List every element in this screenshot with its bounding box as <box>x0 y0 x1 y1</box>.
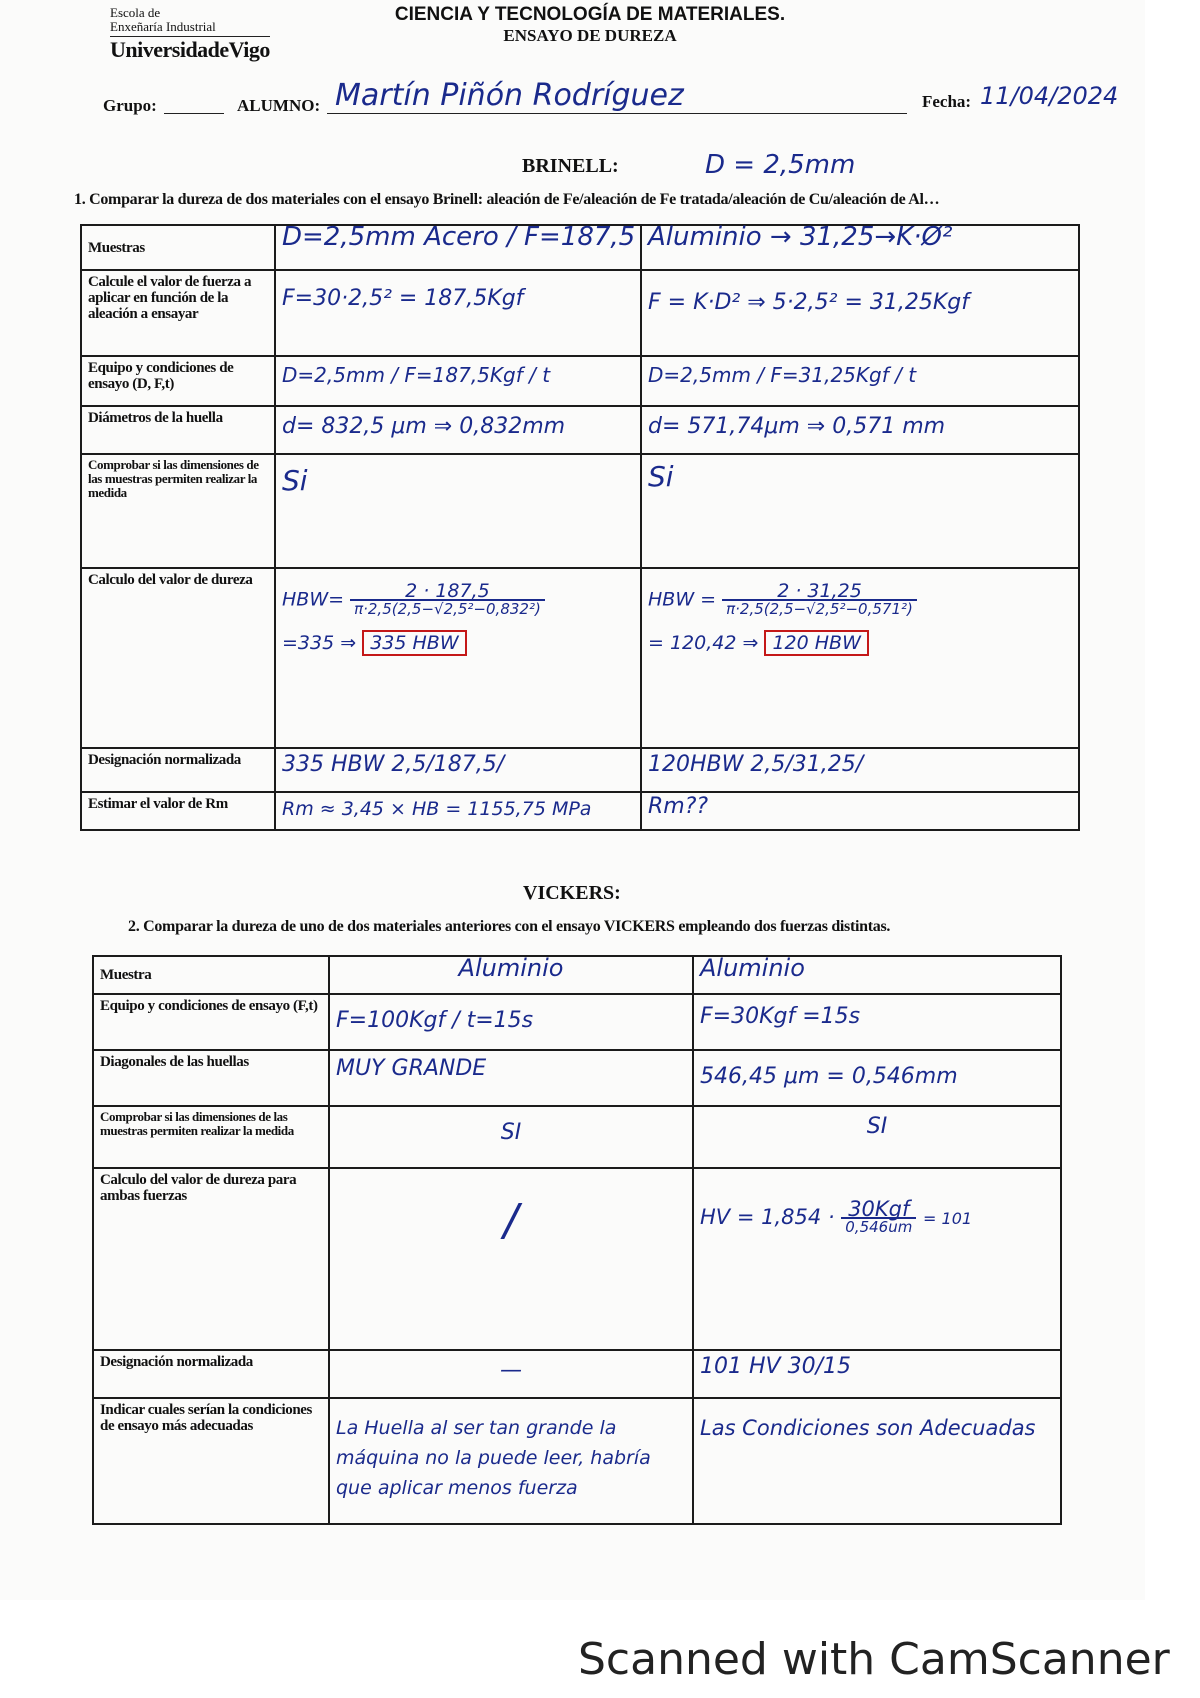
vickers-row-label: Equipo y condiciones de ensayo (F,t) <box>93 994 329 1050</box>
brinell-question: 1. Comparar la dureza de dos materiales con el ensayo Brinell: aleación de Fe/aleación de Fe tratada/aleación de Cu/aleación de Al… <box>74 191 940 208</box>
table-row <box>81 748 1079 792</box>
table-row <box>81 454 1079 568</box>
brinell-header-label: Muestras <box>81 225 275 270</box>
vickers-question: 2. Comparar la dureza de uno de dos materiales anteriores con el ensayo VICKERS empleando dos fuerzas distintas. <box>128 918 891 935</box>
hbw-fraction <box>722 580 917 618</box>
table-row <box>81 356 1079 406</box>
table-row <box>81 270 1079 356</box>
brinell-cell: 120HBW 2,5/31,25/ <box>641 748 1079 792</box>
vickers-cell: SI <box>329 1106 693 1168</box>
student-label: ALUMNO: <box>237 96 321 115</box>
vickers-cell: — <box>329 1350 693 1398</box>
vickers-hardness-cell <box>693 1168 1061 1350</box>
vickers-cell: SI <box>693 1106 1061 1168</box>
school-line2: Enxeñaría Industrial <box>110 19 216 34</box>
brinell-row-label: Calculo del valor de dureza <box>81 568 275 748</box>
hv-fraction <box>841 1197 916 1236</box>
table-row <box>93 1050 1061 1106</box>
brinell-diameter-note: D = 2,5mm <box>705 150 856 180</box>
brinell-row-label: Designación normalizada <box>81 748 275 792</box>
brinell-row-label: Equipo y condiciones de ensayo (D, F,t) <box>81 356 275 406</box>
vickers-cell: La Huella al ser tan grande la máquina no la puede leer, habría que aplicar menos fuerza <box>329 1398 693 1524</box>
brinell-cell: D=2,5mm / F=31,25Kgf / t <box>641 356 1079 406</box>
document-title: ENSAYO DE DUREZA <box>503 26 677 45</box>
hv-denominator: 0,546um <box>845 1218 913 1236</box>
hbw-denominator: π·2,5(2,5−√2,5²−0,571²) <box>726 600 913 618</box>
table-row <box>93 1350 1061 1398</box>
vickers-cell: 101 HV 30/15 <box>693 1350 1061 1398</box>
brinell-cell: Rm ≈ 3,45 × HB = 1155,75 MPa <box>275 792 641 830</box>
vickers-header-label: Muestra <box>93 956 329 994</box>
brinell-cell: F = K·D² ⇒ 5·2,5² = 31,25Kgf <box>641 270 1079 356</box>
vickers-cell: / <box>329 1168 693 1350</box>
brinell-col1-header: D=2,5mm Acero / F=187,5 <box>275 225 641 270</box>
vickers-row-label: Indicar cuales serían la condiciones de ensayo más adecuadas <box>93 1398 329 1524</box>
student-name: Martín Piñón Rodríguez <box>335 78 684 113</box>
hbw-lead: HBW = <box>648 588 717 611</box>
brinell-row-label: Calcule el valor de fuerza a aplicar en función de la aleación a ensayar <box>81 270 275 356</box>
hbw-lead: HBW= <box>282 588 345 611</box>
university-name: UniversidadeVigo <box>110 37 270 62</box>
vickers-cell: Las Condiciones son Adecuadas <box>693 1398 1061 1524</box>
brinell-cell: Si <box>641 454 1079 568</box>
date-label: Fecha: <box>922 92 972 111</box>
school-logo-block <box>110 6 270 63</box>
group-label: Grupo: <box>103 96 157 115</box>
brinell-cell: D=2,5mm / F=187,5Kgf / t <box>275 356 641 406</box>
table-row <box>81 792 1079 830</box>
brinell-cell: Si <box>275 454 641 568</box>
brinell-table <box>80 224 1080 831</box>
brinell-hardness-cell-aluminium <box>641 568 1079 748</box>
vickers-row-label: Designación normalizada <box>93 1350 329 1398</box>
table-row <box>93 956 1061 994</box>
vickers-cell: F=30Kgf =15s <box>693 994 1061 1050</box>
hbw-fraction <box>350 580 545 618</box>
vickers-col2-header: Aluminio <box>693 956 1061 994</box>
vickers-cell: F=100Kgf / t=15s <box>329 994 693 1050</box>
date-value: 11/04/2024 <box>980 82 1119 110</box>
table-row <box>93 1398 1061 1524</box>
table-row <box>93 1168 1061 1350</box>
hv-result: = 101 <box>923 1209 973 1228</box>
brinell-hardness-cell-steel <box>275 568 641 748</box>
brinell-title: BRINELL: <box>522 155 619 177</box>
student-field-line <box>327 113 907 114</box>
vickers-cell: MUY GRANDE <box>329 1050 693 1106</box>
brinell-cell: d= 571,74μm ⇒ 0,571 mm <box>641 406 1079 454</box>
school-line1: Escola de <box>110 5 161 20</box>
hv-numerator: 30Kgf <box>841 1201 916 1219</box>
vickers-row-label: Calculo del valor de dureza para ambas fuerzas <box>93 1168 329 1350</box>
table-row <box>93 1106 1061 1168</box>
hbw-result: = 120,42 ⇒ <box>648 632 759 654</box>
vickers-col1-header: Aluminio <box>329 956 693 994</box>
vickers-cell: 546,45 μm = 0,546mm <box>693 1050 1061 1106</box>
hbw-numerator: 2 · 31,25 <box>722 583 917 601</box>
hbw-result: =335 ⇒ <box>282 632 357 654</box>
course-title: CIENCIA Y TECNOLOGÍA DE MATERIALES. <box>394 4 786 25</box>
vickers-row-label: Comprobar si las dimensiones de las muestras permiten realizar la medida <box>93 1106 329 1168</box>
brinell-cell: d= 832,5 μm ⇒ 0,832mm <box>275 406 641 454</box>
hbw-denominator: π·2,5(2,5−√2,5²−0,832²) <box>354 600 541 618</box>
brinell-cell: 335 HBW 2,5/187,5/ <box>275 748 641 792</box>
brinell-row-label: Comprobar si las dimensiones de las muestras permiten realizar la medida <box>81 454 275 568</box>
camscanner-watermark: Scanned with CamScanner <box>578 1634 1170 1685</box>
hv-lead: HV = 1,854 · <box>700 1205 835 1229</box>
hbw-boxed-result: 120 HBW <box>764 630 868 656</box>
brinell-row-label: Estimar el valor de Rm <box>81 792 275 830</box>
table-row <box>93 994 1061 1050</box>
vickers-table <box>92 955 1062 1525</box>
vickers-row-label: Diagonales de las huellas <box>93 1050 329 1106</box>
brinell-row-label: Diámetros de la huella <box>81 406 275 454</box>
table-row <box>81 406 1079 454</box>
table-row <box>81 568 1079 748</box>
brinell-cell: F=30·2,5² = 187,5Kgf <box>275 270 641 356</box>
hbw-numerator: 2 · 187,5 <box>350 583 545 601</box>
hbw-boxed-result: 335 HBW <box>362 630 466 656</box>
group-field <box>164 113 224 114</box>
table-row <box>81 225 1079 270</box>
vickers-title: VICKERS: <box>523 882 621 904</box>
brinell-cell: Rm?? <box>641 792 1079 830</box>
brinell-col2-header: Aluminio → 31,25→K·Ø² <box>641 225 1079 270</box>
